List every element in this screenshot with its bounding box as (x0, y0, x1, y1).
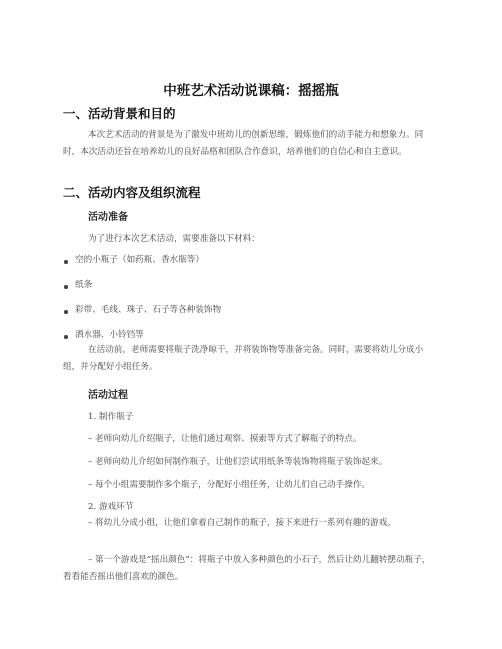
prep-heading: 活动准备 (88, 212, 128, 223)
process-heading: 活动过程 (88, 390, 128, 401)
step1-line: – 老师向幼儿介绍如何制作瓶子，让他们尝试用纸条等装饰物将瓶子装饰起来。 (88, 457, 388, 467)
step2-title: 2. 游戏环节 (88, 502, 134, 512)
bullet-icon (64, 260, 68, 264)
step2-line: – 将幼儿分成小组，让他们拿着自己制作的瓶子，接下来进行一系列有趣的游戏。 (88, 518, 396, 528)
prep-intro: 为了进行本次艺术活动，需要准备以下材料： (88, 234, 260, 244)
step2-line: – 第一个游戏是“摇出颜色”：将瓶子中放入多种颜色的小石子，然后让幼儿翻转摆动瓶子，看看能否摇出他们喜欢的颜色。 (63, 555, 431, 582)
document-page: 中班艺术活动说课稿：摇摇瓶 一、活动背景和目的 本次艺术活动的背景是为了激发中班幼儿的创新思维，锻炼他们的动手能力和想象力。同时，本次活动还旨在培养幼儿的良好品格和团队合作意识，培养他们的自信心和自主意识。 二、活动内容及组织流程 活动准备 为了进行本次艺术活动，需要准备以下材料： 空的小瓶子（如药瓶、香水瓶等） 纸条 彩带、毛线、珠子、石子等各种装饰物 洒水器、小铃铛等 在活动前，老师需要将瓶子洗净晾干，并将装饰物等准备完备。同时，需要将幼儿分成小组，并分配好小组任务。 活动过程 1. 制作瓶子 – 老师向幼儿介绍瓶子，让他们通过观察、摸索等方式了解瓶子的特点。 – 老师向幼儿介绍如何制作瓶子，让他们尝试用纸条等装饰物将瓶子装饰起来。 – 每个小组需要制作多个瓶子，分配好小组任务，让幼儿们自己动手操作。 2. 游戏环节 – 将幼儿分成小组，让他们拿着自己制作的瓶子，接下来进行一系列有趣的游戏。 – 第一个游戏是“摇出颜色”：将瓶子中放入多种颜色的小石子，然后让幼儿翻转摆动瓶子，看看能否摇出他们喜欢的颜色。 (0, 0, 502, 649)
section1-heading: 一、活动背景和目的 (63, 106, 176, 121)
bullet-icon (64, 335, 68, 339)
section1-paragraph: 本次艺术活动的背景是为了激发中班幼儿的创新思维，锻炼他们的动手能力和想象力。同时，本次活动还旨在培养幼儿的良好品格和团队合作意识，培养他们的自信心和自主意识。 (63, 130, 424, 157)
bullet-icon (64, 285, 68, 289)
step1-title: 1. 制作瓶子 (88, 412, 134, 422)
step1-line: – 每个小组需要制作多个瓶子，分配好小组任务，让幼儿们自己动手操作。 (88, 480, 371, 490)
document-title: 中班艺术活动说课稿：摇摇瓶 (163, 83, 339, 99)
prep-after-paragraph: 在活动前，老师需要将瓶子洗净晾干，并将装饰物等准备完备。同时，需要将幼儿分成小组，并分配好小组任务。 (63, 345, 424, 372)
section2-heading: 二、活动内容及组织流程 (63, 185, 201, 200)
bullet-icon (64, 310, 68, 314)
step1-line: – 老师向幼儿介绍瓶子，让他们通过观察、摸索等方式了解瓶子的特点。 (88, 434, 362, 444)
